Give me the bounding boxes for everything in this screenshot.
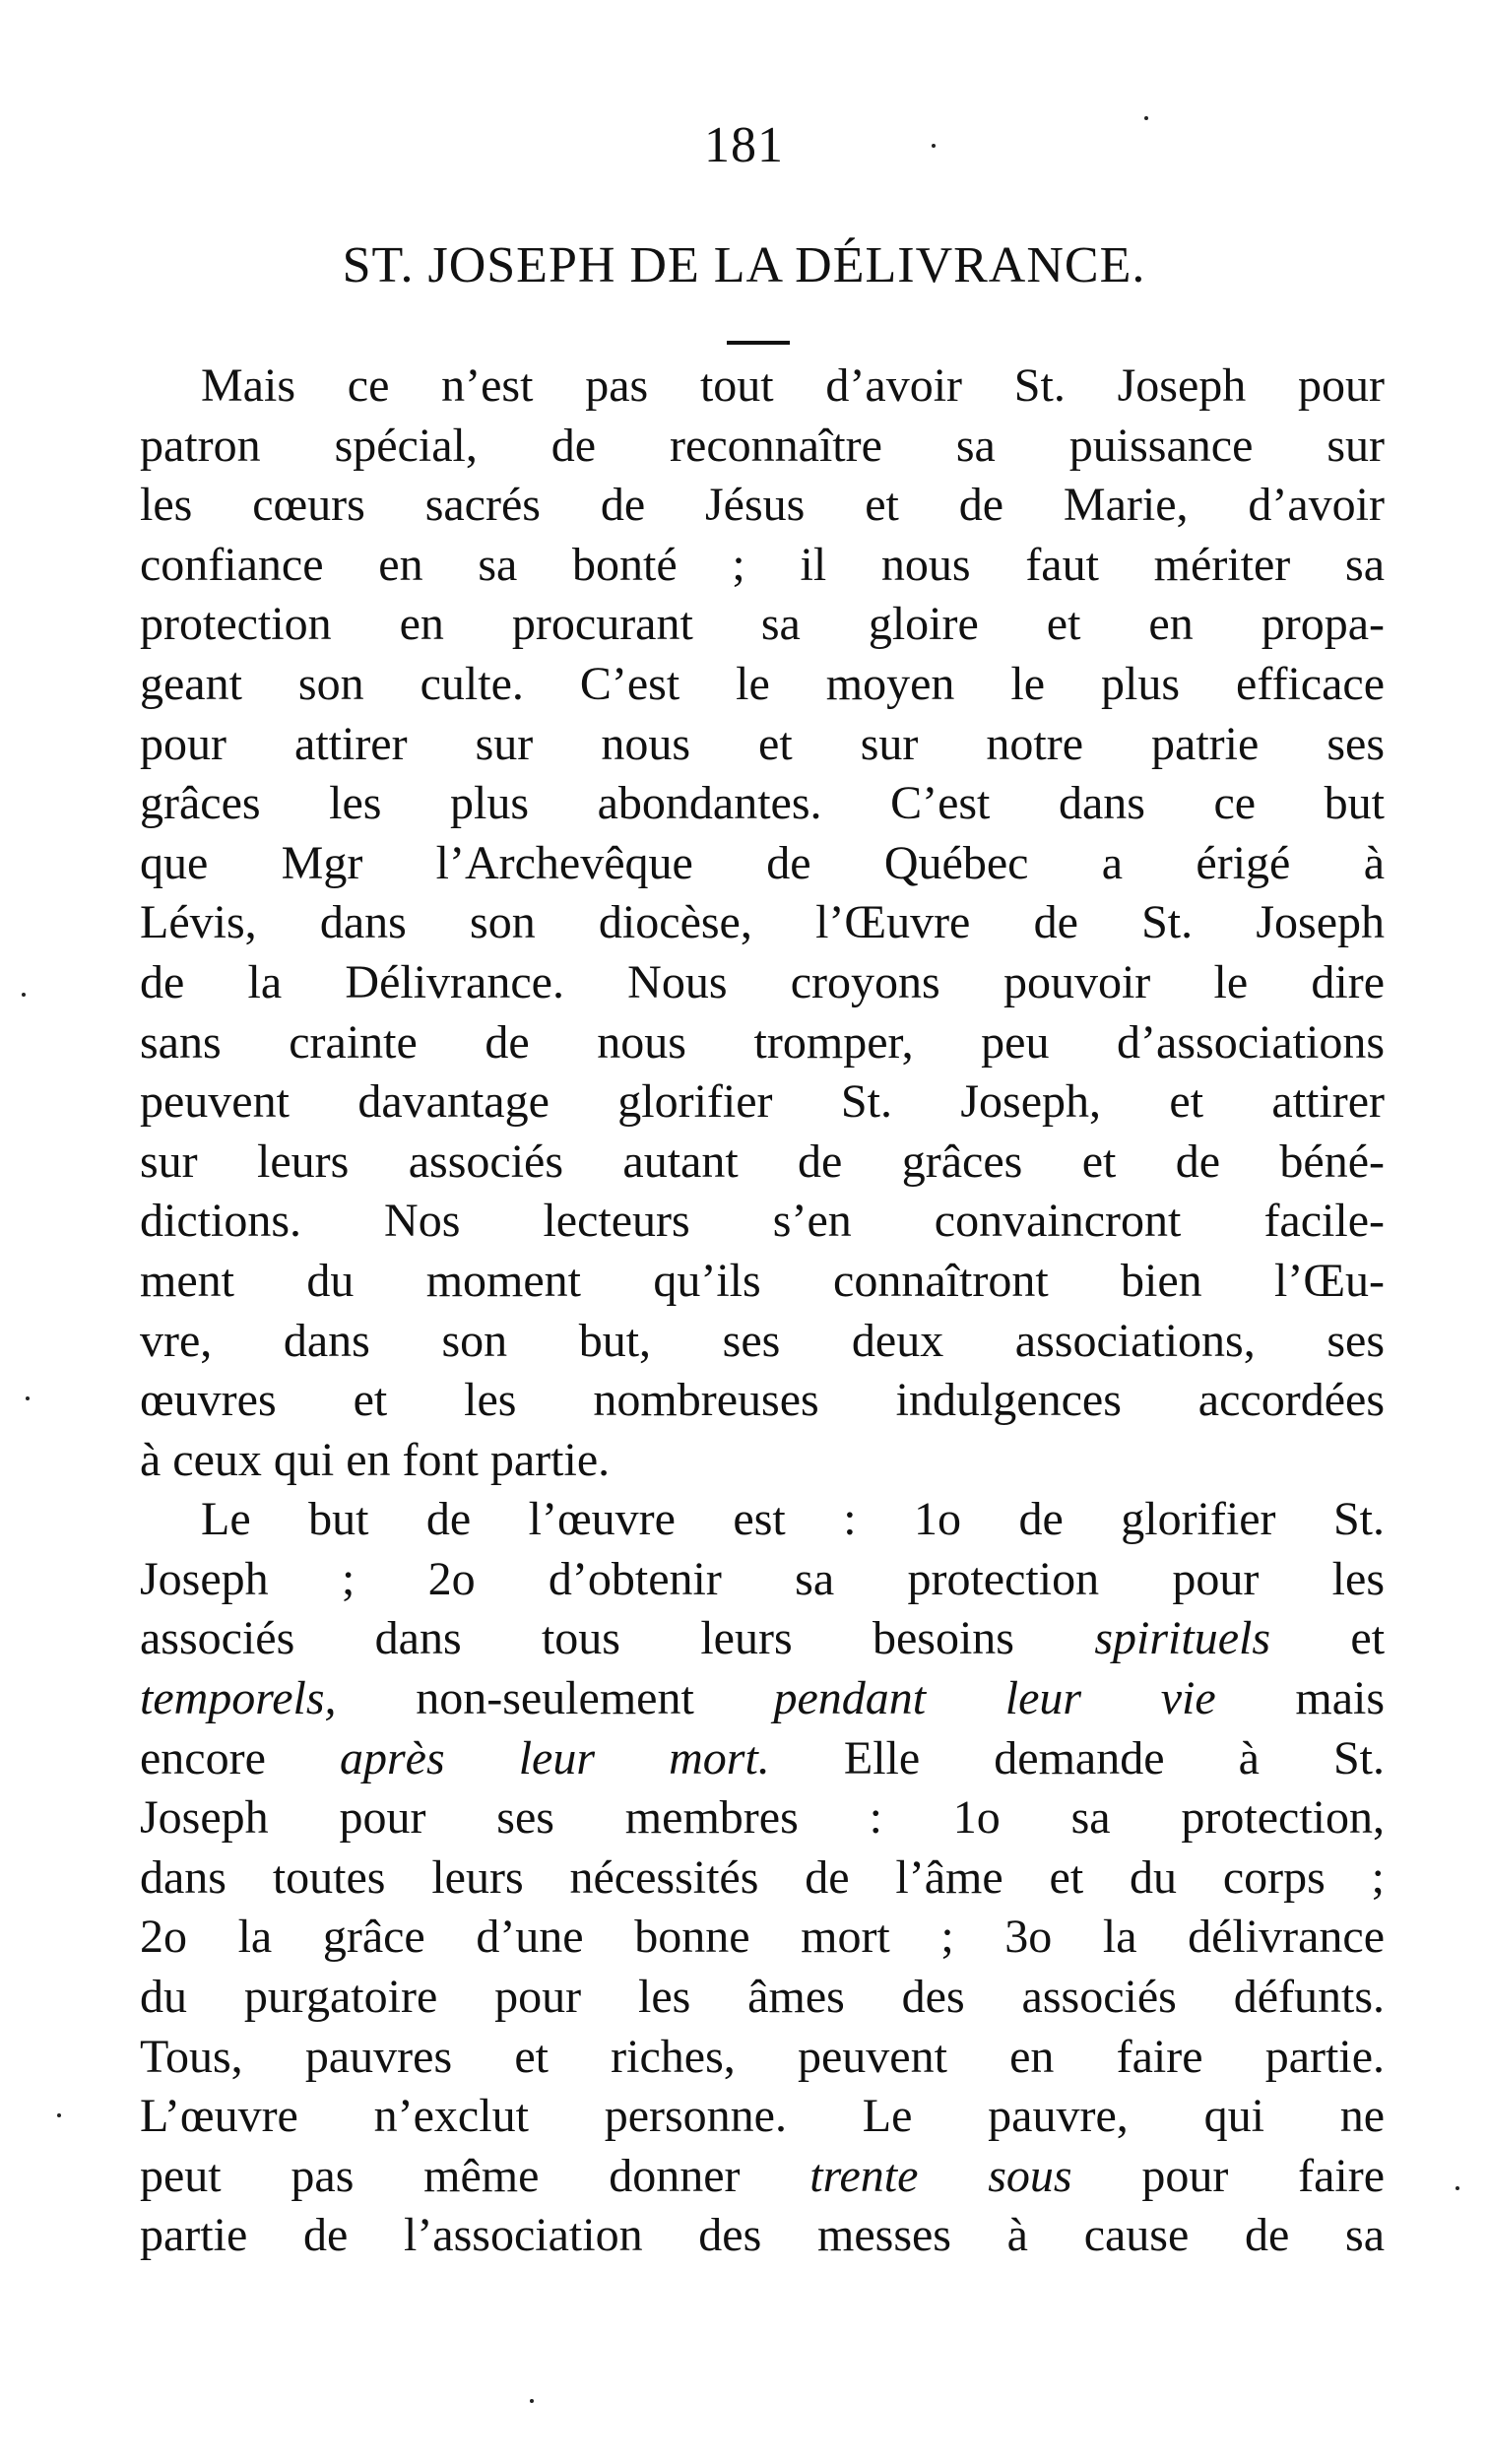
text-line: geant son culte. C’est le moyen le plus efficace xyxy=(140,657,1385,710)
text-line xyxy=(140,2147,1385,2207)
text-segment: Elle demande à St. xyxy=(843,1731,1386,1784)
text-segment: non-seulement xyxy=(416,1672,694,1725)
text-line: les cœurs sacrés de Jésus et de Marie, d’avoir xyxy=(140,479,1385,532)
text-line: sans crainte de nous tromper, peu d’associations xyxy=(140,1015,1385,1069)
text-line: que Mgr l’Archevêque de Québec a érigé à xyxy=(140,836,1385,889)
page-title: ST. JOSEPH DE LA DÉLIVRANCE. xyxy=(342,237,1146,293)
scan-speck xyxy=(1144,116,1148,120)
text-line: œuvres et les nombreuses indulgences accordées xyxy=(140,1374,1385,1427)
text-segment: peut pas même donner xyxy=(140,2149,741,2202)
title-divider xyxy=(727,341,790,345)
text-line: Joseph ; 2o d’obtenir sa protection pour les xyxy=(140,1552,1385,1605)
text-segment: pour faire xyxy=(1141,2149,1386,2202)
body-text xyxy=(140,357,1385,2266)
text-segment: mais xyxy=(1295,1672,1386,1725)
text-segment: et xyxy=(1350,1612,1386,1665)
text-line: Joseph pour ses membres : 1o sa protection, xyxy=(140,1791,1385,1845)
text-line: Lévis, dans son diocèse, l’Œuvre de St. Joseph xyxy=(140,896,1385,949)
italic-segment: pendant leur vie xyxy=(773,1672,1216,1725)
text-line: ment du moment qu’ils connaîtront bien l’Œu- xyxy=(140,1254,1385,1307)
text-line: 2o la grâce d’une bonne mort ; 3o la délivrance xyxy=(140,1911,1385,1964)
italic-segment: après leur mort. xyxy=(339,1731,770,1784)
scan-speck xyxy=(57,2113,61,2117)
text-line xyxy=(140,1729,1385,1789)
italic-segment: temporels, xyxy=(140,1672,337,1725)
scan-speck xyxy=(932,144,936,148)
text-line: à ceux qui en font partie. xyxy=(140,1433,611,1486)
text-line: peuvent davantage glorifier St. Joseph, et attirer xyxy=(140,1075,1385,1129)
text-line: du purgatoire pour les âmes des associés défunts. xyxy=(140,1971,1385,2024)
scan-speck xyxy=(530,2399,534,2403)
scan-speck xyxy=(1456,2186,1459,2190)
scan-speck xyxy=(22,993,26,997)
text-line: L’œuvre n’exclut personne. Le pauvre, qui ne xyxy=(140,2090,1385,2143)
scan-speck xyxy=(26,1396,30,1400)
text-line: patron spécial, de reconnaître sa puissance sur xyxy=(140,419,1385,472)
italic-segment: spirituels xyxy=(1094,1612,1271,1665)
text-line: Mais ce n’est pas tout d’avoir St. Joseph pour xyxy=(201,359,1385,412)
italic-segment: trente sous xyxy=(809,2149,1072,2202)
text-line: Le but de l’œuvre est : 1o de glorifier St. xyxy=(201,1493,1385,1546)
text-line: sur leurs associés autant de grâces et de béné- xyxy=(140,1135,1385,1188)
text-line: pour attirer sur nous et sur notre patrie ses xyxy=(140,717,1385,770)
page-number: 181 xyxy=(704,117,784,173)
text-line: Tous, pauvres et riches, peuvent en faire partie. xyxy=(140,2030,1385,2083)
text-line: dans toutes leurs nécessités de l’âme et du corps ; xyxy=(140,1850,1385,1904)
text-line: de la Délivrance. Nous croyons pouvoir le dire xyxy=(140,955,1385,1008)
text-line: dictions. Nos lecteurs s’en convaincront facile- xyxy=(140,1195,1385,1248)
text-line: protection en procurant sa gloire et en propa- xyxy=(140,598,1385,651)
text-line xyxy=(140,1609,1385,1669)
text-line: confiance en sa bonté ; il nous faut mériter sa xyxy=(140,538,1385,591)
text-line: partie de l’association des messes à cause de sa xyxy=(140,2209,1385,2262)
text-segment: encore xyxy=(140,1731,266,1784)
text-segment: associés dans tous leurs besoins xyxy=(140,1612,1014,1665)
text-line: grâces les plus abondantes. C’est dans ce but xyxy=(140,777,1385,830)
text-line: vre, dans son but, ses deux associations, ses xyxy=(140,1314,1385,1367)
text-line xyxy=(140,1669,1385,1729)
